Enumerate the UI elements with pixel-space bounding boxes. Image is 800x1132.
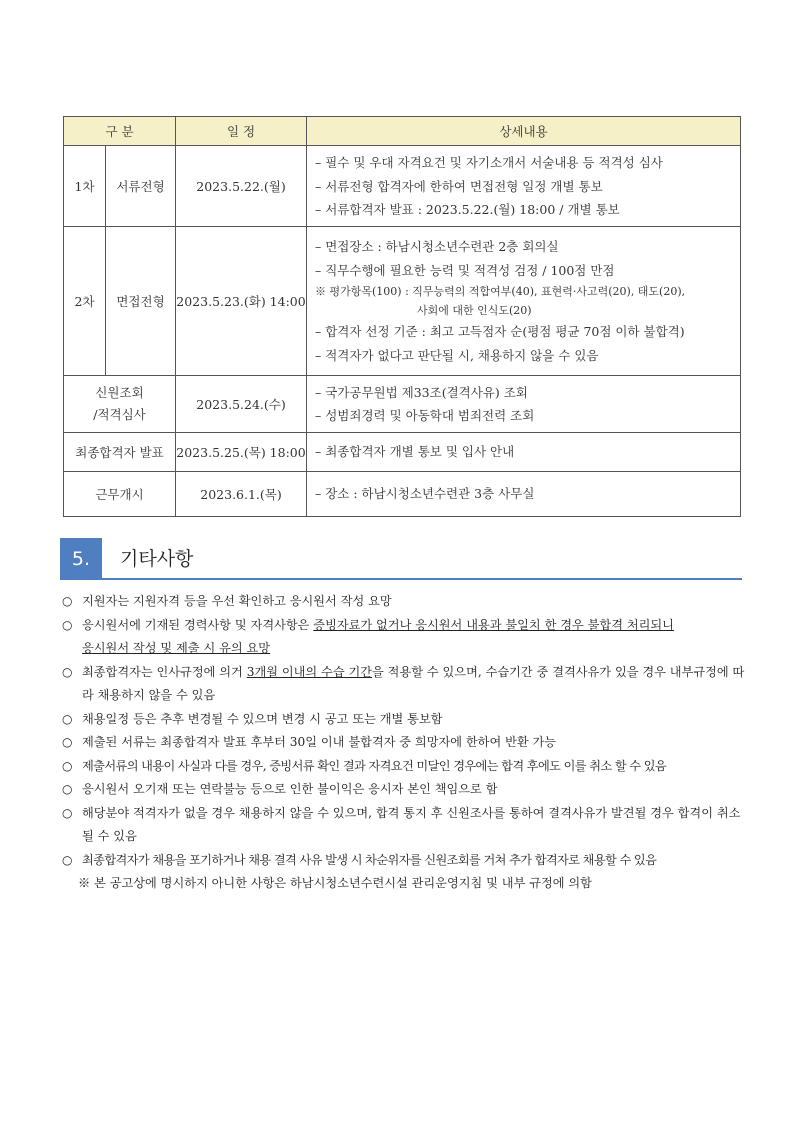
stage-cell: 2차: [64, 226, 106, 375]
eval-items-line: ※ 평가항목(100) : 직무능력의 적합여부(40), 표현력·사고력(20), 태도(20),: [315, 285, 686, 298]
note-item: [60, 614, 750, 661]
table-row: [64, 226, 741, 375]
note-item: ○ 최종합격자가 채용을 포기하거나 채용 결격 사유 발생 시 차순위자를 신원조회를 거쳐 추가 합격자로 채용할 수 있음: [60, 849, 750, 873]
section-title: 기타사항: [120, 548, 194, 570]
section-number: 5.: [60, 538, 102, 580]
note-item: ○ 제출서류의 내용이 사실과 다를 경우, 증빙서류 확인 결과 자격요건 미달인 경우에는 합격 후에도 이를 취소 할 수 있음: [60, 755, 750, 779]
stage-cell: 최종합격자 발표: [64, 432, 176, 471]
detail-line: – 직무수행에 필요한 능력 및 적격성 검정 / 100점 만점: [315, 262, 615, 278]
table-header-row: [64, 117, 741, 146]
type-cell: 면접전형: [106, 226, 176, 375]
detail-line: – 필수 및 우대 자격요건 및 자기소개서 서술내용 등 적격성 심사: [315, 155, 663, 170]
detail-line: – 국가공무원법 제33조(결격사유) 조회: [315, 384, 528, 400]
stage-line: /적격심사: [93, 406, 146, 422]
header-details: 상세내용: [307, 117, 741, 146]
note-item: ○ 응시원서 오기재 또는 연락불능 등으로 인한 불이익은 응시자 본인 책임으로 함: [60, 778, 750, 802]
date-cell: 2023.5.23.(화) 14:00: [176, 226, 307, 375]
note-emphasis: 증빙자료가 없거나 응시원서 내용과 불일치 한 경우 불합격 처리되니: [313, 617, 674, 632]
date-cell: 2023.6.1.(목): [176, 471, 307, 516]
details-cell: [307, 146, 741, 227]
notes-list: [60, 590, 750, 896]
type-cell: 서류전형: [106, 146, 176, 227]
note-text: 응시원서에 기재된 경력사항 및 자격사항은: [82, 617, 314, 632]
note-item: ○ 제출된 서류는 최종합격자 발표 후부터 30일 이내 불합격자 중 희망자에 한하여 반환 가능: [60, 731, 750, 755]
header-schedule: 일 정: [176, 117, 307, 146]
details-cell: [307, 471, 741, 516]
note-item: ○ 채용일정 등은 추후 변경될 수 있으며 변경 시 공고 또는 개별 통보함: [60, 708, 750, 732]
section-divider: [102, 578, 742, 580]
note-item: [60, 661, 750, 708]
table-row: [64, 146, 741, 227]
details-cell: [307, 226, 741, 375]
table-row: [64, 471, 741, 516]
section-header: [60, 538, 742, 580]
detail-line: – 성범죄경력 및 아동학대 범죄전력 조회: [315, 408, 535, 423]
note-emphasis: 응시원서 작성 및 제출 시 유의 요망: [82, 641, 271, 655]
note-item: ○ 해당분야 적격자가 없을 경우 채용하지 않을 수 있으며, 합격 통지 후 신원조사를 통하여 결격사유가 발견될 경우 합격이 취소될 수 있음: [60, 802, 750, 849]
date-cell: 2023.5.24.(수): [176, 375, 307, 432]
detail-line: – 서류전형 합격자에 한하여 면접전형 일정 개별 통보: [315, 178, 603, 194]
note-emphasis: 3개월 이내의 수습 기간: [246, 664, 373, 679]
date-cell: 2023.5.25.(목) 18:00: [176, 432, 307, 471]
detail-line: – 적격자가 없다고 판단될 시, 채용하지 않을 수 있음: [315, 347, 599, 363]
stage-cell: [64, 375, 176, 432]
detail-line: – 합격자 선정 기준 : 최고 고득점자 순(평점 평균 70점 이하 불합격): [315, 324, 685, 339]
table-row: [64, 432, 741, 471]
eval-items-line: 사회에 대한 인식도(20): [417, 304, 532, 317]
detail-line: – 서류합격자 발표 : 2023.5.22.(월) 18:00 / 개별 통보: [315, 202, 620, 217]
note-text: 최종합격자는 인사규정에 의거: [82, 664, 247, 679]
detail-line: – 최종합격자 개별 통보 및 입사 안내: [315, 444, 515, 460]
note-footnote: ※ 본 공고상에 명시하지 아니한 사항은 하남시청소년수련시설 관리운영지침 및 내부 규정에 의함: [78, 876, 592, 890]
stage-cell: 근무개시: [64, 471, 176, 516]
detail-line: – 장소 : 하남시청소년수련관 3층 사무실: [315, 486, 535, 502]
schedule-table: [63, 116, 741, 517]
details-cell: [307, 432, 741, 471]
stage-line: 신원조회: [95, 384, 144, 400]
stage-cell: 1차: [64, 146, 106, 227]
note-text: 을 적용할 수 있으며, 수습기간 중 결격사유가 있을 경우 내부규정에 따라 채용하지 않을 수 있음: [82, 664, 745, 702]
note-item: ○ 지원자는 지원자격 등을 우선 확인하고 응시원서 작성 요망: [60, 590, 750, 614]
table-row: [64, 375, 741, 432]
detail-line: – 면접장소 : 하남시청소년수련관 2층 회의실: [315, 239, 559, 254]
details-cell: [307, 375, 741, 432]
header-category: 구 분: [64, 117, 176, 146]
date-cell: 2023.5.22.(월): [176, 146, 307, 227]
